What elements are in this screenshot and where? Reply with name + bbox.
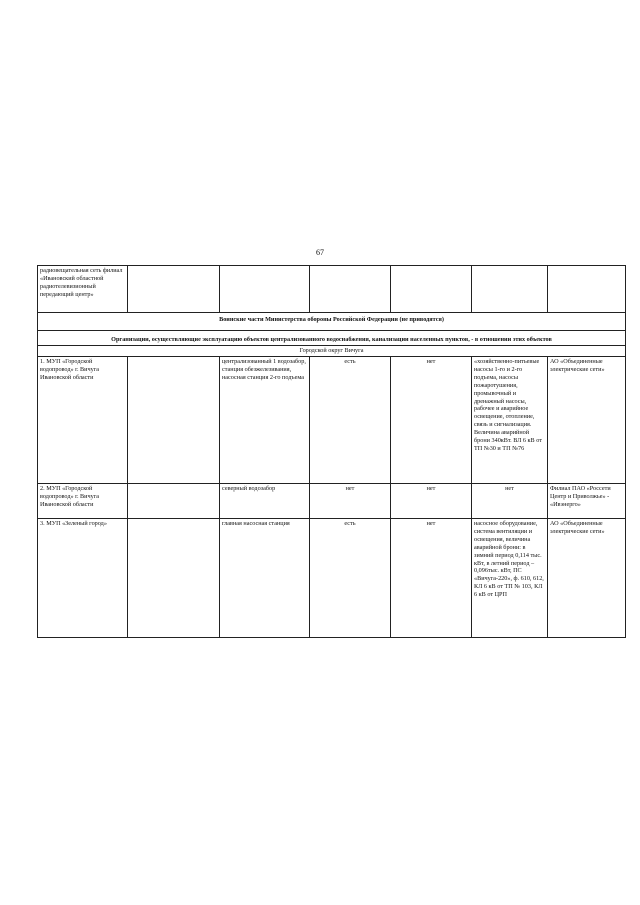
table-row xyxy=(38,518,626,637)
table-cell: АО «Объединенные электрические сети» xyxy=(548,356,626,483)
table-cell xyxy=(128,356,220,483)
organization-cell: радиовещательная сеть филиал «Ивановский областной радиотелевизионный передающий центр» xyxy=(38,266,128,313)
object-cell: северный водозабор xyxy=(220,483,310,518)
table-cell: нет xyxy=(391,483,472,518)
table-row xyxy=(38,356,626,483)
table-cell xyxy=(310,266,391,313)
table-cell: Филиал ПАО «Россети Центр и Приволжье» - «Ивэнерго» xyxy=(548,483,626,518)
section-organizations: Организации, осуществляющие эксплуатацию объектов централизованного водоснабжения, канализации населенных пунктов, - в отношении этих объектов xyxy=(38,330,626,345)
object-cell: главная насосная станция xyxy=(220,518,310,637)
table-cell: АО «Объединенные электрические сети» xyxy=(548,518,626,637)
table-cell: нет xyxy=(391,518,472,637)
table-cell xyxy=(391,266,472,313)
section-row xyxy=(38,345,626,356)
table-cell xyxy=(220,266,310,313)
table-cell xyxy=(548,266,626,313)
section-row xyxy=(38,330,626,345)
table-cell: нет xyxy=(472,483,548,518)
section-row xyxy=(38,313,626,331)
document-table xyxy=(37,265,626,638)
table-row xyxy=(38,483,626,518)
table-cell: нет xyxy=(310,483,391,518)
table-cell: есть xyxy=(310,356,391,483)
page-number: 67 xyxy=(316,248,324,257)
organization-cell: 2. МУП «Городской водопровод» г. Вичуга Ивановской области xyxy=(38,483,128,518)
table-cell xyxy=(128,483,220,518)
table-cell xyxy=(128,518,220,637)
object-cell: централизованный 1 водозабор, станция обезжелезивания, насосная станция 2-го подъема xyxy=(220,356,310,483)
table-cell: нет xyxy=(391,356,472,483)
table-row xyxy=(38,266,626,313)
table-cell: «хозяйственно-питьевые насосы 1-го и 2-го подъема, насосы пожаротушения, промывочный и дренажный насосы, рабочее и аварийное освещение, отопление, связь и сигнализация. Величина аварийной брони 340кВт. ВЛ 6 кВ от ТП №30 и ТП №76 xyxy=(472,356,548,483)
section-district: Городской округ Вичуга xyxy=(38,345,626,356)
organization-cell: 3. МУП «Зеленый город» xyxy=(38,518,128,637)
table-cell xyxy=(472,266,548,313)
table-cell: есть xyxy=(310,518,391,637)
organization-cell: 1. МУП «Городской водопровод» г. Вичуга Ивановской области xyxy=(38,356,128,483)
section-military: Воинские части Министерства обороны Российской Федерации (не приводятся) xyxy=(38,313,626,331)
table-cell: насосное оборудование, система вентиляции и освещения, величина аварийной брони: в зимний период 0,114 тыс. кВт, в летний период – 0,096тыс. кВт, ПС «Вичуга-220», ф. 610, 612, КЛ 6 кВ от ТП № 103, КЛ 6 кВ от ЦРП xyxy=(472,518,548,637)
table-cell xyxy=(128,266,220,313)
